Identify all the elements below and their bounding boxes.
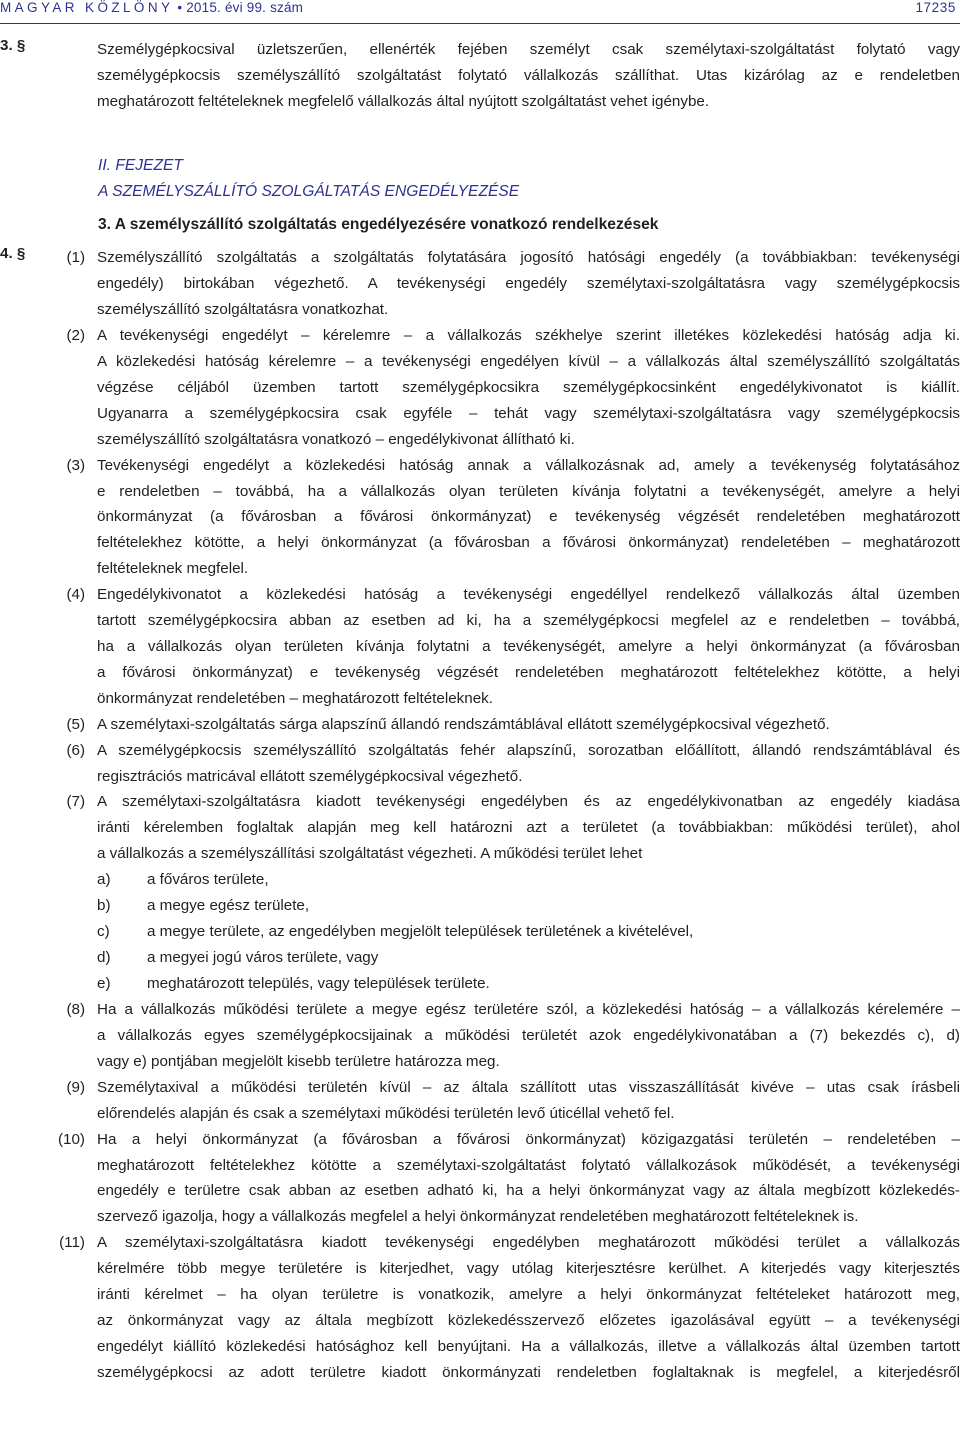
- paragraph-line: a fővárosi önkormányzat) e tevékenység végzését rendeletében meghatározott feltételekhez kötötte, a helyi: [97, 663, 960, 681]
- paragraph-line: az önkormányzat vagy az általa megbízott közlekedésszervező előzetes igazolásával együtt – a tevékenységi: [97, 1312, 960, 1330]
- paragraph-line: a vállalkozás egyes személygépkocsijainak a működési területét azok engedélykivonatában a (7) bekezdés c), d): [97, 1027, 960, 1045]
- paragraph-line: Ha a helyi önkormányzat (a fővárosban a fővárosi önkormányzat) közigazgatási területén – rendeletében –: [97, 1130, 960, 1148]
- article-title: 3. A személyszállító szolgáltatás engedélyezésére vonatkozó rendelkezések: [98, 216, 659, 234]
- paragraph-number: (10): [57, 1130, 85, 1148]
- section-number: 4. §: [0, 245, 26, 263]
- paragraph: [0, 453, 960, 583]
- list-item: [0, 893, 960, 919]
- paragraph-number: (3): [66, 456, 85, 474]
- paragraph-line: előrendelés alapján és csak a személytaxi működési területén levő úticéllal vehető fel.: [97, 1104, 675, 1122]
- paragraph-line: meghatározott feltételekhez kötötte a személytaxi-szolgáltatást folytató vállalkozások működését, a tevékenységi: [97, 1156, 960, 1174]
- section-line: személygépkocsis személyszállító szolgáltatást folytató vállalkozás szállíthat. Utas kizárólag az e rendeletben: [97, 66, 960, 84]
- paragraph: [0, 712, 960, 738]
- paragraph-line: Tevékenységi engedélyt a közlekedési hatóság annak a vállalkozásnak ad, amely a tevékenység folytatásához: [97, 456, 960, 474]
- paragraph-line: feltételeknek megfelel.: [97, 560, 249, 578]
- paragraph-line: önkormányzat rendeletében – meghatározott feltételeknek.: [97, 689, 493, 707]
- paragraph-line: A személytaxi-szolgáltatásra kiadott tevékenységi engedélyben meghatározott működési terület a vállalkozás: [97, 1234, 960, 1252]
- paragraph-number: (9): [66, 1078, 85, 1096]
- paragraphs-before-list: [0, 245, 960, 867]
- paragraph-line: kérelmére több megye területére is kiterjedhet, vagy utólag kiterjesztésre kerülhet. A kiterjedés vagy kiterjesztés: [97, 1260, 960, 1278]
- paragraph-number: (1): [66, 249, 85, 267]
- paragraph-line: Ugyanarra a személygépkocsira csak egyféle – tehát vagy személytaxi-szolgáltatásra vagy személygépkocsis: [97, 404, 960, 422]
- paragraph-line: Személyszállító szolgáltatás a szolgáltatás folytatására jogosító hatósági engedély (a továbbiakban: tevékenységi: [97, 249, 960, 267]
- paragraph-line: ha a vállalkozás olyan területen kívánja folytatni a tevékenységét, amelyre a helyi önkormányzat (a fővárosban: [97, 637, 960, 655]
- paragraph-line: engedély e területre csak abban az esetben adható ki, ha a helyi önkormányzat vagy az általa megbízott közlekedés-: [97, 1182, 960, 1200]
- list-text: a főváros területe,: [147, 871, 269, 889]
- list-item: [0, 867, 960, 893]
- paragraph-line: feltételekhez kötötte, a helyi önkormányzat (a fővárosban a fővárosi önkormányzat) rendeletében – meghatározott: [97, 534, 960, 552]
- list-marker: b): [97, 897, 111, 915]
- paragraph-line: Engedélykivonatot a közlekedési hatóság a tevékenységi engedéllyel rendelkező vállalkozás által üzemben: [97, 586, 960, 604]
- paragraph-line: Személytaxival a működési területén kívül – az általa szállított utas visszaszállítását kivéve – utas csak írásbeli: [97, 1078, 960, 1096]
- paragraph-line: személygépkocsi az adott területre kiadott önkormányzati rendeletben foglaltaknak is megfelel, a kiterjedésről: [97, 1363, 960, 1381]
- paragraph-number: (4): [66, 586, 85, 604]
- list-text: a megyei jogú város területe, vagy: [147, 949, 379, 967]
- list-text: a megye egész területe,: [147, 897, 310, 915]
- paragraph-line: a vállalkozás a személyszállítási szolgáltatást végezheti. A működési terület lehet: [97, 845, 643, 863]
- paragraphs-after-list: [0, 997, 960, 1386]
- list-item: [0, 971, 960, 997]
- paragraph: [0, 582, 960, 712]
- paragraph-line: végzése céljából üzemben tartott személygépkocsikra személygépkocsinként engedélykivonatot is kiállít.: [97, 378, 960, 396]
- paragraph-line: A személygépkocsis személyszállító szolgáltatás fehér alapszínű, sorozatban előállított, állandó rendszámtáblával és: [97, 741, 960, 759]
- paragraph: [0, 997, 960, 1075]
- operating-area-list: [0, 867, 960, 997]
- section-line: meghatározott feltételeknek megfelelő vállalkozás által nyújtott szolgáltatást vehet igénybe.: [97, 92, 710, 110]
- paragraph-line: önkormányzat (a fővárosban a fővárosi önkormányzat) e tevékenység végzését rendeletében meghatározott: [97, 508, 960, 526]
- chapter-title: A SZEMÉLYSZÁLLÍTÓ SZOLGÁLTATÁS ENGEDÉLYEZÉSE: [98, 183, 520, 201]
- paragraph-line: iránti kérelemben foglaltak alapján meg kell határozni azt a területet (a továbbiakban: működési terület), ahol: [97, 819, 960, 837]
- paragraph: [0, 245, 960, 323]
- paragraph-line: tartott személygépkocsira abban az esetben ad ki, ha a személygépkocsi megfelel az e rendeletben – továbbá,: [97, 612, 960, 630]
- paragraph-line: személyszállító szolgáltatásra vonatkozó – engedélykivonat állítható ki.: [97, 430, 575, 448]
- page-number: 17235: [915, 0, 956, 15]
- paragraph-line: szervező igazolja, hogy a vállalkozás megfelel a helyi önkormányzat rendeletében meghatározott feltételeknek is.: [97, 1208, 859, 1226]
- list-text: a megye területe, az engedélyben megjelölt települések területének a kivételével,: [147, 923, 694, 941]
- paragraph-line: A személytaxi-szolgáltatás sárga alapszínű állandó rendszámtáblával ellátott személygépkocsival végezhető.: [97, 715, 830, 733]
- paragraph: [0, 1230, 960, 1385]
- paragraph-line: engedélyt kiállító közlekedési hatósághoz kell benyújtani. Ha a vállalkozás, illetve a vállalkozás által üzemben tartott: [97, 1337, 960, 1355]
- paragraph-number: (7): [66, 793, 85, 811]
- paragraph-line: A személytaxi-szolgáltatásra kiadott tevékenységi engedélyben és az engedélykivonatban az engedély kiadása: [97, 793, 960, 811]
- paragraph-line: Ha a vállalkozás működési területe a megye egész területére szól, a közlekedési hatóság – a vállalkozás kérelemére –: [97, 1001, 960, 1019]
- paragraph-line: személyszállító szolgáltatásra vonatkozhat.: [97, 301, 389, 319]
- paragraph: [0, 323, 960, 453]
- section-4: [0, 245, 960, 1385]
- journal-title: MAGYAR KÖZLÖNY: [0, 0, 174, 15]
- paragraph-line: iránti kérelmet – ha olyan területre is vonatkozik, amelyre a helyi önkormányzat feltételeket határozott meg,: [97, 1286, 960, 1304]
- section-number: 3. §: [0, 37, 26, 54]
- paragraph-number: (6): [66, 741, 85, 759]
- header-bullet: •: [177, 0, 183, 15]
- issue-label: 2015. évi 99. szám: [186, 0, 304, 15]
- paragraph-line: engedély) birtokában végezhető. A tevékenységi engedély személytaxi-szolgáltatásra vagy személygépkocsis: [97, 275, 960, 293]
- section-line: Személygépkocsival üzletszerűen, ellenérték fejében személyt csak személytaxi-szolgáltatást folytató vagy: [97, 41, 960, 58]
- paragraph: [0, 1127, 960, 1231]
- list-marker: d): [97, 949, 111, 967]
- paragraph-number: (8): [66, 1001, 85, 1019]
- header-rule: [0, 23, 960, 24]
- paragraph-number: (2): [66, 327, 85, 345]
- paragraph-number: (5): [66, 715, 85, 733]
- chapter-heading: [98, 153, 960, 205]
- list-marker: e): [97, 975, 111, 993]
- list-marker: a): [97, 871, 111, 889]
- chapter-number: II. FEJEZET: [98, 157, 183, 175]
- list-marker: c): [97, 923, 110, 941]
- document-body: [0, 37, 960, 1386]
- page-header: [0, 0, 960, 16]
- list-text: meghatározott település, vagy települések területe.: [147, 975, 490, 993]
- paragraph: [0, 1075, 960, 1127]
- paragraph: [0, 789, 960, 867]
- paragraph: [0, 738, 960, 790]
- paragraph-line: e rendeletben – továbbá, ha a vállalkozás olyan területen kívánja folytatni a tevékenységét, amelyre a helyi: [97, 482, 960, 500]
- header-left: [0, 0, 303, 15]
- list-item: [0, 919, 960, 945]
- section-3: [0, 37, 960, 114]
- paragraph-line: regisztrációs matricával ellátott személygépkocsival végezhető.: [97, 767, 523, 785]
- paragraph-line: A közlekedési hatóság kérelemre – a tevékenységi engedélyen kívül – a vállalkozás által személyszállító szolgáltatás: [97, 353, 960, 371]
- paragraph-line: A tevékenységi engedélyt – kérelemre – a vállalkozás székhelye szerint illetékes közlekedési hatóság adja ki.: [97, 327, 960, 345]
- paragraph-number: (11): [59, 1234, 85, 1252]
- paragraph-line: vagy e) pontjában megjelölt kisebb területre határozza meg.: [97, 1052, 500, 1070]
- list-item: [0, 945, 960, 971]
